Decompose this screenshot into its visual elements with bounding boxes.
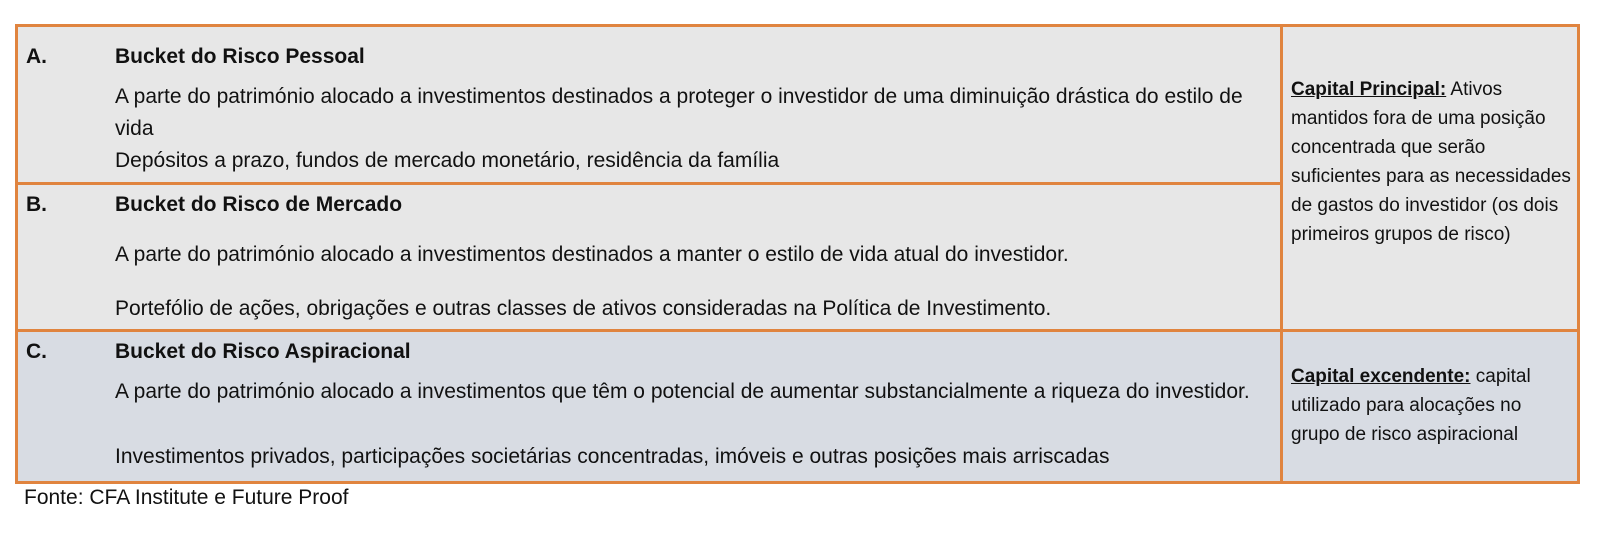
bucket-description: A parte do património alocado a investimentos destinados a proteger o investidor de uma diminuição drástica do estilo de vida (115, 85, 1243, 140)
bucket-row-aspirational-risk (18, 332, 1280, 481)
bucket-description: A parte do património alocado a investimentos que têm o potencial de aumentar substancialmente a riqueza do investidor. (115, 380, 1250, 403)
bucket-title: Bucket do Risco Aspiracional (115, 340, 411, 363)
bucket-letter: B. (26, 193, 47, 216)
capital-principal-text (1291, 75, 1573, 249)
bucket-title: Bucket do Risco de Mercado (115, 193, 403, 216)
bucket-row-market-risk (18, 185, 1280, 332)
capital-surplus-cell (1280, 332, 1577, 481)
capital-principal-description: Ativos mantidos fora de uma posição concentrada que serão suficientes para as necessidades de gastos do investidor (os dois primeiros grupos de risco) (1291, 79, 1571, 245)
bucket-letter: C. (26, 340, 47, 363)
bucket-letter: A. (26, 45, 47, 68)
bucket-row-personal-risk (18, 27, 1280, 185)
bucket-description: A parte do património alocado a investimentos destinados a manter o estilo de vida atual do investidor. (115, 243, 1069, 266)
source-note: Fonte: CFA Institute e Future Proof (24, 486, 349, 509)
capital-surplus-description: capital utilizado para alocações no grupo de risco aspiracional (1291, 366, 1531, 445)
capital-surplus-text (1291, 362, 1573, 449)
capital-surplus-label: Capital excendente: (1291, 366, 1471, 387)
bucket-examples: Depósitos a prazo, fundos de mercado monetário, residência da família (115, 149, 780, 172)
risk-buckets-table (15, 24, 1580, 484)
bucket-examples: Investimentos privados, participações societárias concentradas, imóveis e outras posições mais arriscadas (115, 445, 1110, 468)
capital-principal-label: Capital Principal: (1291, 79, 1447, 100)
bucket-title: Bucket do Risco Pessoal (115, 45, 365, 68)
capital-principal-cell (1280, 27, 1577, 332)
bucket-examples: Portefólio de ações, obrigações e outras classes de ativos consideradas na Política de Investimento. (115, 297, 1052, 320)
